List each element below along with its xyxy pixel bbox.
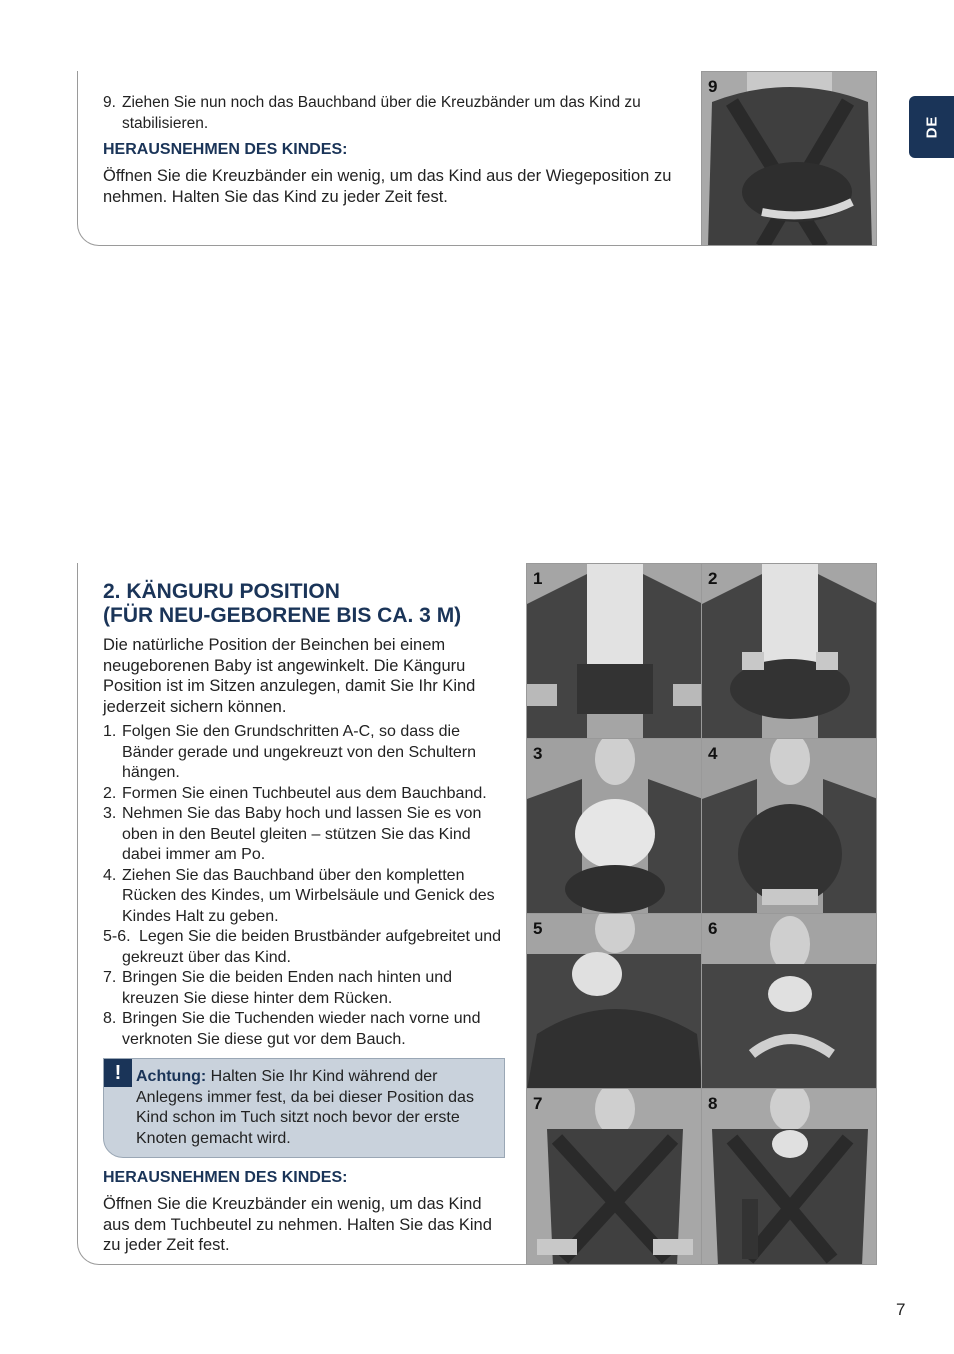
kangaroo-step: 5-6. Legen Sie die beiden Brustbänder aufgebreitet und gekreuzt über das Kind. xyxy=(103,928,502,966)
language-tab xyxy=(909,96,954,158)
photo-step-8-label: 8 xyxy=(708,1094,718,1113)
kangaroo-title-line1: 2. KÄNGURU POSITION xyxy=(103,580,340,603)
removal-paragraph-kangaroo: Öffnen Sie die Kreuzbänder ein wenig, um das Kind aus dem Tuchbeutel zu nehmen. Halten Sie das Kind zu jeder Zeit fest. xyxy=(103,1195,492,1254)
kangaroo-steps xyxy=(103,722,513,1050)
photo-step-7 xyxy=(526,1088,702,1265)
warning-text: Halten Sie Ihr Kind während der Anlegens immer fest, da bei dieser Position das Kind schon im Tuch sitzt noch bevor der erste Knoten gemacht wird. xyxy=(136,1068,474,1147)
photo-step-6-label: 6 xyxy=(708,919,718,938)
kangaroo-step: 2. Formen Sie einen Tuchbeutel aus dem Bauchband. xyxy=(103,784,487,802)
photo-step-4-label: 4 xyxy=(708,744,718,763)
removal-paragraph-top: Öffnen Sie die Kreuzbänder ein wenig, um das Kind aus der Wiegeposition zu nehmen. Halten Sie das Kind zu jeder Zeit fest. xyxy=(103,167,672,206)
step-9-text: Ziehen Sie nun noch das Bauchband über die Kreuzbänder um das Kind zu stabilisieren. xyxy=(122,94,641,132)
photo-step-3-label: 3 xyxy=(533,744,543,763)
photo-step-1 xyxy=(526,563,702,739)
kangaroo-step: 1. Folgen Sie den Grundschritten A-C, so dass die Bänder gerade und ungekreuzt von den Schultern hängen. xyxy=(103,723,477,781)
photo-step-4 xyxy=(701,738,877,914)
photo-step-8 xyxy=(701,1088,877,1265)
kangaroo-intro: Die natürliche Position der Beinchen bei einem neugeborenen Baby ist angewinkelt. Die Känguru Position ist im Sitzen anzulegen, damit Sie Ihr Kind jederzeit sichern können. xyxy=(103,636,476,716)
photo-step-3 xyxy=(526,738,702,914)
photo-step-6 xyxy=(701,913,877,1089)
photo-step-2-label: 2 xyxy=(708,569,718,588)
kangaroo-title xyxy=(103,580,461,628)
removal-heading-top: HERAUSNEHMEN DES KINDES: xyxy=(103,141,348,158)
photo-step-5 xyxy=(526,913,702,1089)
photo-step-1-label: 1 xyxy=(533,569,543,588)
warning-icon: ! xyxy=(104,1059,132,1087)
photo-step-7-label: 7 xyxy=(533,1094,543,1113)
kangaroo-step: 7. Bringen Sie die beiden Enden nach hinten und kreuzen Sie diese hinter dem Rücken. xyxy=(103,969,453,1007)
step-9 xyxy=(103,92,688,134)
language-tab-label: DE xyxy=(923,115,940,139)
page-number: 7 xyxy=(896,1300,906,1319)
photo-step-9 xyxy=(701,71,877,246)
warning-text-block xyxy=(136,1067,501,1149)
kangaroo-title-line2: (FÜR NEU-GEBORENE BIS CA. 3 M) xyxy=(103,604,462,627)
kangaroo-step: 3. Nehmen Sie das Baby hoch und lassen Sie es von oben in den Beutel gleiten – stützen Sie das Kind dabei immer am Po. xyxy=(103,805,482,863)
kangaroo-step: 8. Bringen Sie die Tuchenden wieder nach vorne und verknoten Sie diese gut vor dem Bauch. xyxy=(103,1010,481,1048)
kangaroo-step: 4. Ziehen Sie das Bauchband über den kompletten Rücken des Kindes, um Wirbelsäule und Genick des Kindes Halt zu geben. xyxy=(103,866,495,925)
removal-heading-kangaroo: HERAUSNEHMEN DES KINDES: xyxy=(103,1169,348,1186)
step-9-number: 9. xyxy=(103,94,116,111)
warning-box xyxy=(103,1058,505,1158)
warning-label: Achtung: xyxy=(136,1068,207,1085)
photo-step-9-illustration xyxy=(702,72,877,246)
photo-step-9-label: 9 xyxy=(708,77,718,96)
photo-step-5-label: 5 xyxy=(533,919,543,938)
photo-step-2 xyxy=(701,563,877,739)
